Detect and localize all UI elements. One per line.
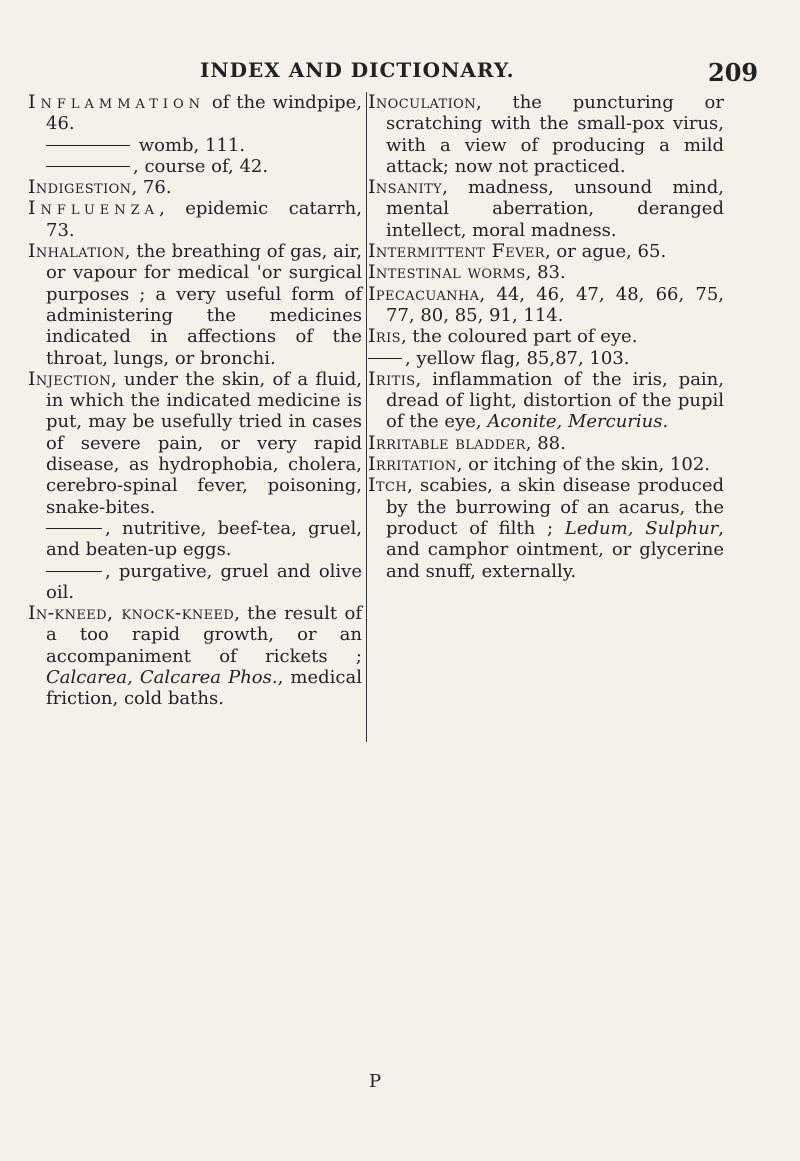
entry-text: , the coloured part of eye. — [400, 326, 638, 348]
entry-text: , or ague, 65. — [544, 241, 667, 263]
entry-headword: Inhalation — [28, 240, 125, 263]
entry-headword: Indigestion — [28, 176, 132, 199]
index-entry — [368, 369, 724, 433]
entry-headword: Injection — [28, 367, 111, 390]
index-entry — [368, 177, 724, 241]
entry-text: , or itching of the skin, 102. — [456, 454, 711, 476]
entry-text: , course of, 42. — [133, 155, 269, 177]
index-entry — [368, 475, 724, 581]
entry-text: , the breathing of gas, air, or vapour for medical 'or surgical purposes ; a very useful form of administering the medicines indicated in affections of the throat, lungs, or bronchi. — [46, 241, 362, 369]
entry-headword: Insanity — [368, 176, 443, 199]
ditto-dash — [46, 145, 130, 146]
index-entry — [28, 177, 362, 198]
index-entry — [368, 454, 724, 475]
entry-text: , scabies, a skin disease produced by the burrowing of an acarus, the product of filth ; — [386, 475, 724, 539]
index-entry — [28, 241, 362, 369]
entry-text: , nutritive, beef-tea, gruel, and beaten-up eggs. — [46, 517, 362, 561]
entry-text: of the windpipe, 46. — [46, 92, 362, 135]
remedy-names: Ledum, Sulphur — [564, 517, 719, 539]
index-entry — [368, 92, 724, 177]
page-number: 209 — [708, 58, 759, 87]
entry-headword: Influenza — [28, 197, 160, 220]
running-head: INDEX AND DICTIONARY. — [200, 58, 515, 82]
ditto-dash — [46, 528, 102, 529]
entry-headword: Itch — [368, 474, 408, 497]
entry-text: , under the skin, of a fluid, in which the indicated medicine is put, may be usefully tried in cases of severe pain, or very rapid disease, as hydrophobia, cholera, cerebro-spinal fever, poisoning, snake-bites. — [46, 368, 362, 518]
index-entry — [368, 262, 724, 283]
entry-headword: Iris — [368, 325, 401, 348]
entry-headword: Intestinal worms — [368, 261, 526, 284]
index-entry — [28, 369, 362, 518]
remedy-names: Aconite, Mercurius. — [487, 411, 669, 433]
index-entry — [368, 326, 724, 347]
entry-text: , the puncturing or scratching with the small-pox virus, with a view of producing a mild attack; now not practiced. — [386, 92, 724, 177]
entry-text: , 88. — [525, 432, 566, 454]
entry-text: womb, 111. — [133, 134, 246, 156]
index-entry — [28, 603, 362, 709]
signature-mark: P — [369, 1071, 382, 1092]
entry-headword: In-kneed, knock-kneed — [28, 602, 235, 625]
entry-headword: Irritable bladder — [368, 431, 526, 454]
entry-text: , yellow flag, 85,87, 103. — [405, 347, 630, 369]
left-column — [28, 92, 362, 710]
index-entry — [28, 92, 362, 135]
index-subentry — [28, 156, 362, 177]
ditto-dash — [46, 166, 130, 167]
entry-text: , epidemic catarrh, 73. — [46, 198, 362, 241]
entry-headword: Inoculation — [368, 91, 476, 113]
entry-headword: Intermittent Fever — [368, 240, 545, 263]
page-header — [0, 52, 800, 92]
entry-headword: Irritation — [368, 453, 457, 476]
entry-text: , madness, unsound mind, mental aberration, deranged intellect, moral madness. — [386, 177, 724, 241]
index-entry — [368, 241, 724, 262]
index-subentry — [28, 561, 362, 604]
ditto-dash — [368, 358, 402, 359]
remedy-names: Calcarea, Calcarea Phos. — [46, 667, 278, 689]
entry-headword: Inflammation — [28, 91, 206, 113]
index-entry — [28, 198, 362, 241]
entry-text: , and camphor ointment, or glycerine and snuff, externally. — [386, 517, 725, 582]
index-entry — [368, 433, 724, 454]
right-column — [368, 92, 724, 582]
entry-text: , 76. — [131, 177, 172, 199]
entry-headword: Iritis — [368, 367, 416, 390]
index-entry — [368, 284, 724, 327]
entry-text: , purgative, gruel and olive oil. — [46, 560, 362, 603]
entry-text: , medical friction, cold baths. — [46, 667, 363, 710]
entry-text: , 44, 46, 47, 48, 66, 75, 77, 80, 85, 91, 114. — [386, 283, 724, 326]
column-divider — [366, 92, 367, 742]
ditto-dash — [46, 571, 102, 572]
index-subentry — [368, 348, 724, 369]
entry-headword: Ipecacuanha — [368, 282, 480, 305]
index-subentry — [28, 518, 362, 561]
index-subentry — [28, 135, 362, 156]
entry-text: , 83. — [525, 262, 566, 284]
entry-text: , inflammation of the iris, pain, dread of light, distortion of the pupil of the eye, — [386, 368, 724, 433]
entry-text: , the result of a too rapid growth, or an accompaniment of rickets ; — [46, 603, 362, 667]
